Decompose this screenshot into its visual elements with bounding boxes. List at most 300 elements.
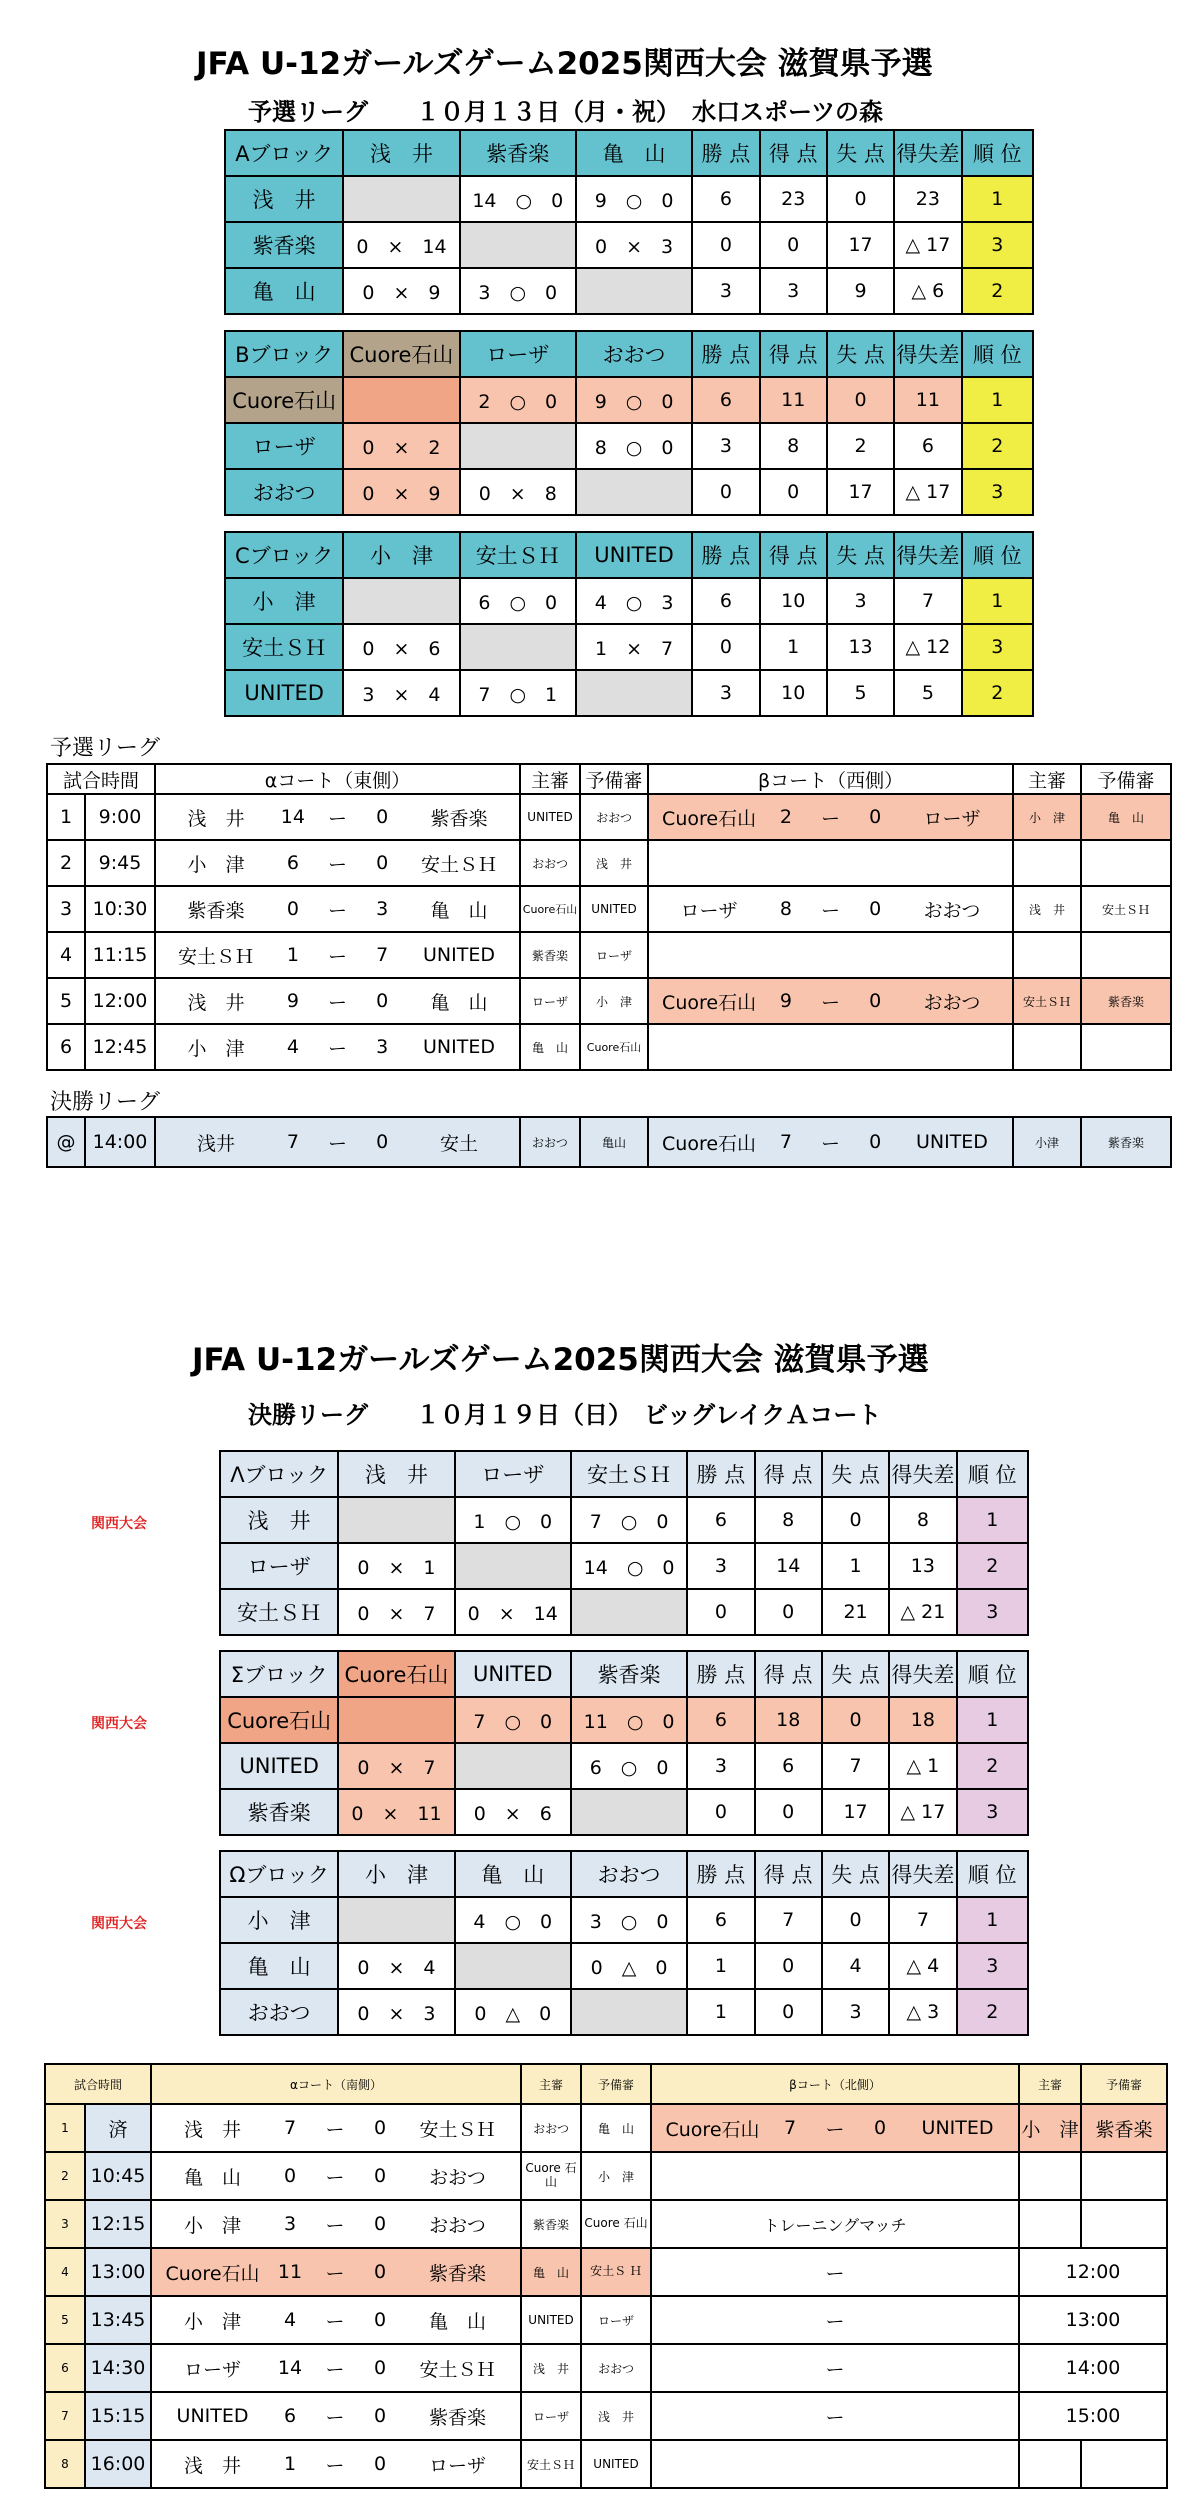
- column-team: 安土ＳＨ: [571, 1451, 687, 1497]
- result-cell: 0 △ 0: [571, 1943, 687, 1989]
- table-row: [220, 1697, 1028, 1743]
- referee-cell: おおつ: [521, 2104, 581, 2152]
- result-cell: [571, 1989, 687, 2035]
- away-team: おおつ: [923, 899, 981, 922]
- referee-cell: UNITED: [521, 2296, 581, 2344]
- beta-court-note: ー: [651, 2344, 1019, 2392]
- referee-cell: 小 津: [1013, 794, 1081, 840]
- result-cell: 0 △ 0: [455, 1989, 571, 2035]
- home-team: Cuore石山: [165, 2262, 260, 2285]
- rank-cell: 2: [962, 268, 1033, 314]
- alpha-match: [151, 2440, 521, 2488]
- table-row: [45, 2296, 1167, 2344]
- result-cell: [460, 423, 576, 469]
- alpha-match: [151, 2392, 521, 2440]
- away-team: 亀 山: [430, 991, 488, 1014]
- row-team: 安土ＳＨ: [225, 624, 343, 670]
- table-row: [220, 1497, 1028, 1543]
- referee-cell: [1013, 1024, 1081, 1070]
- goal-diff-cell: 8: [889, 1497, 956, 1543]
- goals-for-cell: 10: [760, 578, 827, 624]
- beta-court-note: [651, 2440, 1019, 2488]
- goal-diff-cell: △ 21: [889, 1589, 956, 1635]
- dash: ー: [821, 991, 841, 1014]
- goal-diff-cell: △ 12: [894, 624, 961, 670]
- table-row: [225, 624, 1033, 670]
- sheet1-title: JFA U-12ガールズゲーム2025関西大会 滋賀県予選: [196, 46, 933, 82]
- result-cell: 3 ○ 0: [571, 1897, 687, 1943]
- column-team: 小 津: [343, 532, 459, 578]
- column-goal-diff: 得失差: [894, 532, 961, 578]
- away-score: 0: [373, 2453, 387, 2475]
- goals-for-cell: 0: [755, 1589, 822, 1635]
- dash: ー: [325, 2310, 345, 2333]
- reserve-cell: 紫香楽: [1081, 978, 1171, 1024]
- reserve-cell: おおつ: [580, 794, 648, 840]
- result-cell: 0 × 2: [343, 423, 459, 469]
- sheet2-title: JFA U-12ガールズゲーム2025関西大会 滋賀県予選: [192, 1342, 929, 1378]
- match-time: 12:15: [85, 2200, 151, 2248]
- column-team: UNITED: [455, 1651, 571, 1697]
- dash: ー: [328, 899, 348, 922]
- table-row: [220, 1989, 1028, 2035]
- section-label: 予選リーグ: [50, 736, 161, 761]
- column-goals-against: 失 点: [827, 532, 894, 578]
- match-number: 2: [45, 2152, 85, 2200]
- goals-for-cell: 0: [760, 222, 827, 268]
- final-block-table-omega: [219, 1850, 1029, 2036]
- goals-for-cell: 8: [755, 1497, 822, 1543]
- alpha-match: [151, 2152, 521, 2200]
- away-score: 7: [376, 944, 389, 966]
- alpha-match: [155, 932, 520, 978]
- dash: ー: [820, 1132, 840, 1155]
- table-row: [45, 2152, 1167, 2200]
- beta-match: [648, 978, 1013, 1024]
- points-cell: 0: [687, 1789, 754, 1835]
- points-cell: 1: [687, 1943, 754, 1989]
- dash: ー: [328, 945, 348, 968]
- away-team: 安土ＳＨ: [419, 2358, 496, 2381]
- table-row: [47, 1024, 1171, 1070]
- dash: ー: [325, 2406, 345, 2429]
- dash: ー: [325, 2262, 345, 2285]
- result-cell: 6 ○ 0: [571, 1743, 687, 1789]
- away-team: 紫香楽: [430, 807, 488, 830]
- home-team: 小 津: [184, 2310, 242, 2333]
- rank-cell: 3: [957, 1789, 1028, 1835]
- match-number: 1: [47, 794, 85, 840]
- column-rank: 順 位: [962, 130, 1033, 176]
- row-team: Cuore石山: [220, 1697, 338, 1743]
- column-points: 勝 点: [692, 130, 759, 176]
- reserve-cell: [1081, 2440, 1167, 2488]
- goals-against-cell: 0: [827, 176, 894, 222]
- away-score: 0: [373, 2405, 387, 2427]
- result-cell: 2 ○ 0: [460, 377, 576, 423]
- home-score: 6: [283, 2405, 297, 2427]
- result-cell: 11 ○ 0: [571, 1697, 687, 1743]
- result-cell: 3 ○ 0: [460, 268, 576, 314]
- match-number: 3: [45, 2200, 85, 2248]
- home-team: 浅井: [197, 1132, 236, 1155]
- alpha-match: [155, 1117, 520, 1167]
- result-cell: 6 ○ 0: [460, 578, 576, 624]
- column-goal-diff: 得失差: [889, 1851, 956, 1897]
- referee-cell: 亀 山: [521, 2248, 581, 2296]
- home-score: 4: [286, 1036, 299, 1058]
- column-goals-against: 失 点: [822, 1651, 889, 1697]
- goal-diff-cell: △ 3: [889, 1989, 956, 2035]
- goals-for-cell: 1: [760, 624, 827, 670]
- alpha-match: [155, 1024, 520, 1070]
- points-cell: 3: [692, 670, 759, 716]
- alpha-match: [155, 886, 520, 932]
- rank-cell: 2: [957, 1543, 1028, 1589]
- column-rank: 順 位: [957, 1651, 1028, 1697]
- qualified-label: 関西大会: [91, 1516, 147, 1532]
- referee-cell: 安土ＳＨ: [1013, 978, 1081, 1024]
- schedule-table-sheet2: [44, 2063, 1168, 2489]
- away-team: ローザ: [923, 807, 981, 830]
- alpha-match: [151, 2200, 521, 2248]
- home-score: 1: [283, 2453, 297, 2475]
- header-alpha-court: αコート（東側）: [155, 764, 520, 794]
- match-time: 10:30: [85, 886, 155, 932]
- result-cell: 4 ○ 0: [455, 1897, 571, 1943]
- column-goal-diff: 得失差: [894, 331, 961, 377]
- header-beta-court: βコート（北側）: [651, 2064, 1019, 2104]
- rank-cell: 1: [962, 176, 1033, 222]
- header-time: 試合時間: [45, 2064, 151, 2104]
- result-cell: [576, 670, 692, 716]
- home-team: UNITED: [176, 2405, 249, 2427]
- result-cell: 7 ○ 0: [571, 1497, 687, 1543]
- beta-match: [648, 794, 1013, 840]
- column-goals-for: 得 点: [760, 532, 827, 578]
- away-score: 0: [376, 806, 389, 828]
- column-points: 勝 点: [692, 532, 759, 578]
- beta-time: [1019, 2152, 1081, 2200]
- reserve-cell: [1081, 932, 1171, 978]
- home-score: 4: [283, 2309, 297, 2331]
- result-cell: 0 × 14: [455, 1589, 571, 1635]
- reserve-cell: ローザ: [581, 2296, 651, 2344]
- row-team: 紫香楽: [225, 222, 343, 268]
- result-cell: 14 ○ 0: [571, 1543, 687, 1589]
- table-row: [47, 840, 1171, 886]
- result-cell: [576, 268, 692, 314]
- home-team: ローザ: [680, 899, 738, 922]
- away-score: 0: [869, 806, 882, 828]
- table-row: [220, 1897, 1028, 1943]
- away-score: 0: [373, 2309, 387, 2331]
- column-goals-against: 失 点: [822, 1851, 889, 1897]
- referee-cell: 小津: [1013, 1117, 1081, 1167]
- result-cell: 0 × 1: [338, 1543, 454, 1589]
- reserve-cell: [1081, 840, 1171, 886]
- result-cell: [343, 176, 459, 222]
- dash: ー: [328, 991, 348, 1014]
- away-team: UNITED: [422, 944, 495, 966]
- goals-against-cell: 0: [822, 1497, 889, 1543]
- goals-against-cell: 9: [827, 268, 894, 314]
- final-schedule-table: [46, 1116, 1172, 1168]
- column-goals-for: 得 点: [760, 331, 827, 377]
- result-cell: 0 × 6: [343, 624, 459, 670]
- column-points: 勝 点: [687, 1651, 754, 1697]
- alpha-match: [151, 2248, 521, 2296]
- rank-cell: 1: [962, 377, 1033, 423]
- points-cell: 6: [687, 1497, 754, 1543]
- alpha-match: [155, 794, 520, 840]
- referee-cell: 亀 山: [520, 1024, 580, 1070]
- beta-time: [1019, 2200, 1081, 2248]
- away-score: 0: [376, 852, 389, 874]
- result-cell: 14 ○ 0: [460, 176, 576, 222]
- goals-against-cell: 5: [827, 670, 894, 716]
- home-score: 8: [779, 898, 792, 920]
- away-score: 0: [376, 1131, 389, 1153]
- away-team: 安土ＳＨ: [420, 853, 497, 876]
- rank-cell: 1: [957, 1697, 1028, 1743]
- away-team: 紫香楽: [429, 2262, 487, 2285]
- points-cell: 6: [692, 377, 759, 423]
- goals-against-cell: 1: [822, 1543, 889, 1589]
- dash: ー: [325, 2358, 345, 2381]
- goals-for-cell: 0: [755, 1943, 822, 1989]
- home-score: 9: [286, 990, 299, 1012]
- goal-diff-cell: △ 17: [894, 222, 961, 268]
- home-score: 2: [779, 806, 792, 828]
- column-team: Cuore石山: [338, 1651, 454, 1697]
- goals-for-cell: 0: [760, 469, 827, 515]
- match-number: 5: [45, 2296, 85, 2344]
- header-reserve: 予備審: [581, 2064, 651, 2104]
- reserve-cell: UNITED: [580, 886, 648, 932]
- column-goals-for: 得 点: [760, 130, 827, 176]
- table-row: [225, 222, 1033, 268]
- points-cell: 1: [687, 1989, 754, 2035]
- referee-cell: 浅 井: [1013, 886, 1081, 932]
- column-team: 紫香楽: [571, 1651, 687, 1697]
- reserve-cell: 紫香楽: [1081, 2104, 1167, 2152]
- reserve-cell: 亀山: [580, 1117, 648, 1167]
- column-goal-diff: 得失差: [889, 1451, 956, 1497]
- table-row: [47, 1117, 1171, 1167]
- result-cell: 7 ○ 1: [460, 670, 576, 716]
- reserve-cell: Cuore石山: [580, 1024, 648, 1070]
- beta-match: [648, 886, 1013, 932]
- goal-diff-cell: 5: [894, 670, 961, 716]
- goals-against-cell: 0: [822, 1697, 889, 1743]
- match-time: 14:00: [85, 1117, 155, 1167]
- goals-against-cell: 17: [822, 1789, 889, 1835]
- points-cell: 3: [687, 1543, 754, 1589]
- home-team: Cuore石山: [662, 807, 757, 830]
- match-time: 13:45: [85, 2296, 151, 2344]
- result-cell: 9 ○ 0: [576, 377, 692, 423]
- goals-against-cell: 21: [822, 1589, 889, 1635]
- referee-cell: おおつ: [520, 1117, 580, 1167]
- row-team: 浅 井: [220, 1497, 338, 1543]
- column-points: 勝 点: [692, 331, 759, 377]
- header-reserve: 予備審: [580, 764, 648, 794]
- final-section-label: 決勝リーグ: [50, 1090, 161, 1115]
- result-cell: 0 × 7: [338, 1743, 454, 1789]
- reserve-cell: [1081, 1024, 1171, 1070]
- result-cell: [571, 1789, 687, 1835]
- away-team: UNITED: [422, 1036, 495, 1058]
- column-team: 亀 山: [576, 130, 692, 176]
- reserve-cell: 安土Ｓ Ｈ: [581, 2248, 651, 2296]
- beta-court-note: ー: [651, 2248, 1019, 2296]
- goal-diff-cell: 13: [889, 1543, 956, 1589]
- reserve-cell: Cuore 石山: [581, 2200, 651, 2248]
- block-table-b: [224, 330, 1034, 516]
- reserve-cell: [1081, 2200, 1167, 2248]
- away-score: 0: [869, 898, 882, 920]
- beta-match: [648, 1117, 1013, 1167]
- match-number: 6: [45, 2344, 85, 2392]
- reserve-cell: 紫香楽: [1081, 1117, 1171, 1167]
- home-team: 紫香楽: [187, 899, 245, 922]
- match-time: 13:00: [85, 2248, 151, 2296]
- dash: ー: [821, 899, 841, 922]
- points-cell: 0: [687, 1589, 754, 1635]
- sheet2-subtitle: 決勝リーグ １０月１９日（日） ビッグレイクＡコート: [248, 1401, 882, 1429]
- result-cell: [571, 1589, 687, 1635]
- block-name: Cブロック: [225, 532, 343, 578]
- match-number: 1: [45, 2104, 85, 2152]
- referee-cell: 紫香楽: [521, 2200, 581, 2248]
- beta-time: 14:00: [1019, 2344, 1167, 2392]
- row-team: ローザ: [220, 1543, 338, 1589]
- header-referee: 主審: [521, 2064, 581, 2104]
- row-team: UNITED: [225, 670, 343, 716]
- match-time: 10:45: [85, 2152, 151, 2200]
- alpha-match: [155, 840, 520, 886]
- table-row: [47, 886, 1171, 932]
- match-number: 5: [47, 978, 85, 1024]
- result-cell: [576, 469, 692, 515]
- table-row: [220, 1743, 1028, 1789]
- goal-diff-cell: △ 6: [894, 268, 961, 314]
- result-cell: [343, 377, 459, 423]
- rank-cell: 2: [962, 670, 1033, 716]
- row-team: UNITED: [220, 1743, 338, 1789]
- result-cell: 8 ○ 0: [576, 423, 692, 469]
- beta-court-note: ー: [651, 2296, 1019, 2344]
- match-time: 済: [85, 2104, 151, 2152]
- column-team: おおつ: [576, 331, 692, 377]
- block-header-row: [220, 1451, 1028, 1497]
- alpha-match: [151, 2344, 521, 2392]
- match-time: 11:15: [85, 932, 155, 978]
- beta-time: 12:00: [1019, 2248, 1167, 2296]
- home-team: 亀 山: [184, 2166, 242, 2189]
- points-cell: 6: [692, 176, 759, 222]
- away-score: 0: [869, 1131, 882, 1153]
- alpha-match: [155, 978, 520, 1024]
- dash: ー: [328, 1037, 348, 1060]
- result-cell: 0 × 3: [576, 222, 692, 268]
- goals-against-cell: 3: [827, 578, 894, 624]
- home-score: 7: [283, 2117, 297, 2139]
- home-team: 浅 井: [184, 2454, 242, 2477]
- beta-time: [1019, 2440, 1081, 2488]
- result-cell: [343, 578, 459, 624]
- block-name: Bブロック: [225, 331, 343, 377]
- table-row: [220, 1589, 1028, 1635]
- home-score: 11: [277, 2261, 303, 2283]
- match-time: 16:00: [85, 2440, 151, 2488]
- goals-for-cell: 3: [760, 268, 827, 314]
- dash: ー: [325, 2118, 345, 2141]
- schedule-header-row: [45, 2064, 1167, 2104]
- away-team: 紫香楽: [429, 2406, 487, 2429]
- result-cell: [455, 1743, 571, 1789]
- rank-cell: 2: [957, 1743, 1028, 1789]
- home-score: 7: [783, 2117, 797, 2139]
- rank-cell: 3: [962, 469, 1033, 515]
- home-score: 1: [286, 944, 299, 966]
- home-team: 小 津: [187, 853, 245, 876]
- away-score: 3: [376, 1036, 389, 1058]
- block-table-c: [224, 531, 1034, 717]
- goals-for-cell: 8: [760, 423, 827, 469]
- result-cell: 0 × 14: [343, 222, 459, 268]
- goals-against-cell: 17: [827, 222, 894, 268]
- away-score: 0: [373, 2357, 387, 2379]
- header-referee: 主審: [1013, 764, 1081, 794]
- goals-for-cell: 11: [760, 377, 827, 423]
- away-score: 3: [376, 898, 389, 920]
- goals-for-cell: 23: [760, 176, 827, 222]
- rank-cell: 1: [957, 1497, 1028, 1543]
- referee-cell: ローザ: [521, 2392, 581, 2440]
- reserve-cell: 小 津: [580, 978, 648, 1024]
- away-team: おおつ: [429, 2214, 486, 2237]
- row-team: 小 津: [220, 1897, 338, 1943]
- row-team: ローザ: [225, 423, 343, 469]
- header-time: 試合時間: [47, 764, 155, 794]
- rank-cell: 3: [957, 1589, 1028, 1635]
- column-team: 安土ＳＨ: [460, 532, 576, 578]
- result-cell: [460, 624, 576, 670]
- block-name: Ωブロック: [220, 1851, 338, 1897]
- result-cell: [338, 1497, 454, 1543]
- points-cell: 3: [687, 1743, 754, 1789]
- column-goals-for: 得 点: [755, 1651, 822, 1697]
- home-score: 0: [286, 898, 299, 920]
- goals-against-cell: 3: [822, 1989, 889, 2035]
- referee-cell: 小 津: [1019, 2104, 1081, 2152]
- match-number: 2: [47, 840, 85, 886]
- dash: ー: [325, 2214, 345, 2237]
- goals-for-cell: 7: [755, 1897, 822, 1943]
- away-score: 0: [373, 2117, 387, 2139]
- match-number: 7: [45, 2392, 85, 2440]
- away-score: 0: [869, 990, 882, 1012]
- schedule-table-sheet1: [46, 763, 1172, 1071]
- row-team: Cuore石山: [225, 377, 343, 423]
- row-team: おおつ: [225, 469, 343, 515]
- row-team: おおつ: [220, 1989, 338, 2035]
- away-team: 安土: [439, 1132, 478, 1155]
- goals-against-cell: 4: [822, 1943, 889, 1989]
- goal-diff-cell: 23: [894, 176, 961, 222]
